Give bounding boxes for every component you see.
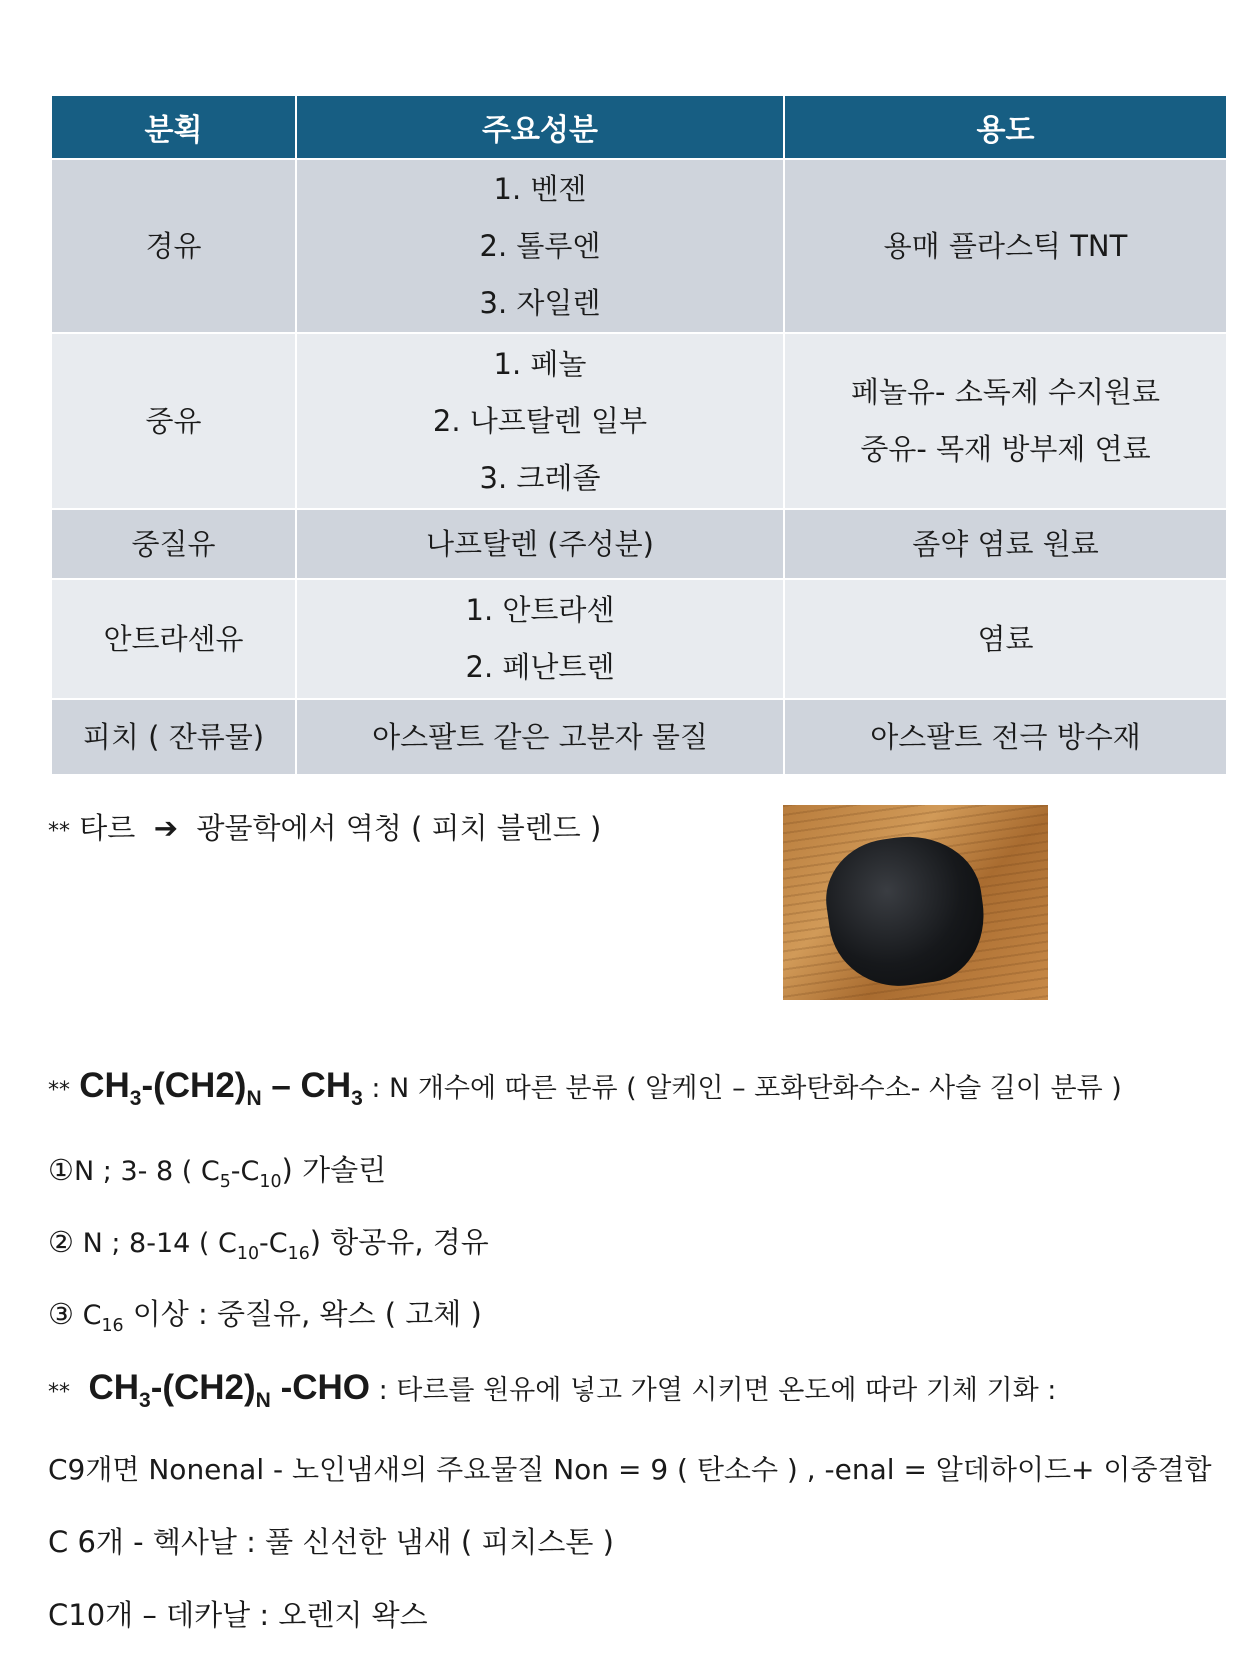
- coal-tar-pitch-photo: [783, 805, 1048, 1000]
- use-line: 페놀유- 소독제 수지원료: [850, 375, 1161, 409]
- component-line: 1. 안트라센: [465, 593, 615, 627]
- fraction-cell: 중질유: [51, 509, 296, 579]
- component-line: 2. 톨루엔: [479, 228, 601, 263]
- uses-cell: [784, 579, 1227, 699]
- tar-word: 타르: [79, 811, 136, 845]
- component-line: 2. 페난트렌: [465, 650, 615, 684]
- component-line: 3. 크레졸: [479, 460, 601, 495]
- uses-cell: [784, 699, 1227, 775]
- pitch-rock-shape: [818, 827, 992, 995]
- c6-note: C 6개 - 헥사날 : 풀 신선한 냄새 ( 피치스톤 ): [48, 1525, 614, 1559]
- use-line: 염료: [977, 621, 1034, 656]
- uses-cell: [784, 159, 1227, 333]
- uses-cell: [784, 509, 1227, 579]
- table-row: [51, 579, 1227, 699]
- use-line: 좀약 염료 원료: [912, 526, 1099, 561]
- tar-note: [48, 806, 601, 847]
- formula1: $CH_3-(CH2)_N - CH_3$: [79, 1066, 363, 1110]
- table-row: [51, 509, 1227, 579]
- note-stars: **: [48, 1078, 70, 1103]
- formula2-line: [48, 1368, 1056, 1413]
- arrow-icon: ➔: [153, 811, 178, 845]
- table-row: [51, 159, 1227, 333]
- formula2: $CH_3-(CH2)_N$ -CHO: [88, 1368, 370, 1412]
- components-cell: [296, 509, 784, 579]
- component-line: 3. 자일렌: [479, 285, 601, 320]
- header-components: 주요성분: [296, 95, 784, 159]
- fraction-cell: 중유: [51, 333, 296, 509]
- formula1-line: [48, 1066, 1122, 1111]
- table-row: [51, 699, 1227, 775]
- alkane-item-1: ①N ; 3- 8 ( $C_5-C_{10}$) 가솔린: [48, 1153, 387, 1192]
- components-cell: [296, 159, 784, 333]
- table-row: [51, 333, 1227, 509]
- use-line: 중유- 목재 방부제 연료: [860, 432, 1151, 466]
- components-cell: [296, 579, 784, 699]
- alkane-item-3: ③ $C_{16}$ 이상 : 중질유, 왁스 ( 고체 ): [48, 1297, 482, 1336]
- use-line: 용매 플라스틱 TNT: [883, 228, 1128, 263]
- header-uses: 용도: [784, 95, 1227, 159]
- c9-note: C9개면 Nonenal - 노인냄새의 주요물질 Non = 9 ( 탄소수 ) , -enal = 알데하이드+ 이중결합: [48, 1453, 1212, 1486]
- components-cell: [296, 699, 784, 775]
- fraction-table: [50, 94, 1228, 776]
- use-line: 아스팔트 전극 방수재: [870, 719, 1141, 754]
- tar-text: 광물학에서 역청 ( 피치 블렌드 ): [196, 811, 602, 845]
- formula1-desc: : N 개수에 따른 분류 ( 알케인 – 포화탄화수소- 사슬 길이 분류 ): [362, 1073, 1122, 1104]
- c10-note: C10개 – 데카날 : 오렌지 왁스: [48, 1598, 428, 1632]
- component-line: 2. 나프탈렌 일부: [432, 403, 648, 438]
- component-line: 나프탈렌 (주성분): [426, 526, 654, 561]
- formula2-desc: : 타르를 원유에 넣고 가열 시키면 온도에 따라 기체 기화 :: [370, 1375, 1057, 1406]
- component-line: 아스팔트 같은 고분자 물질: [372, 719, 708, 754]
- uses-cell: [784, 333, 1227, 509]
- note-stars: **: [48, 1380, 70, 1405]
- fraction-cell: 피치 ( 잔류물): [51, 699, 296, 775]
- header-fraction: 분획: [51, 95, 296, 159]
- table-header-row: [51, 95, 1227, 159]
- fraction-cell: 경유: [51, 159, 296, 333]
- note-stars: **: [48, 819, 70, 844]
- alkane-item-2: ② N ; 8-14 ( $C_{10}-C_{16}$) 항공유, 경유: [48, 1225, 489, 1264]
- component-line: 1. 벤젠: [493, 171, 587, 206]
- fraction-cell: 안트라센유: [51, 579, 296, 699]
- components-cell: [296, 333, 784, 509]
- component-line: 1. 페놀: [493, 346, 587, 381]
